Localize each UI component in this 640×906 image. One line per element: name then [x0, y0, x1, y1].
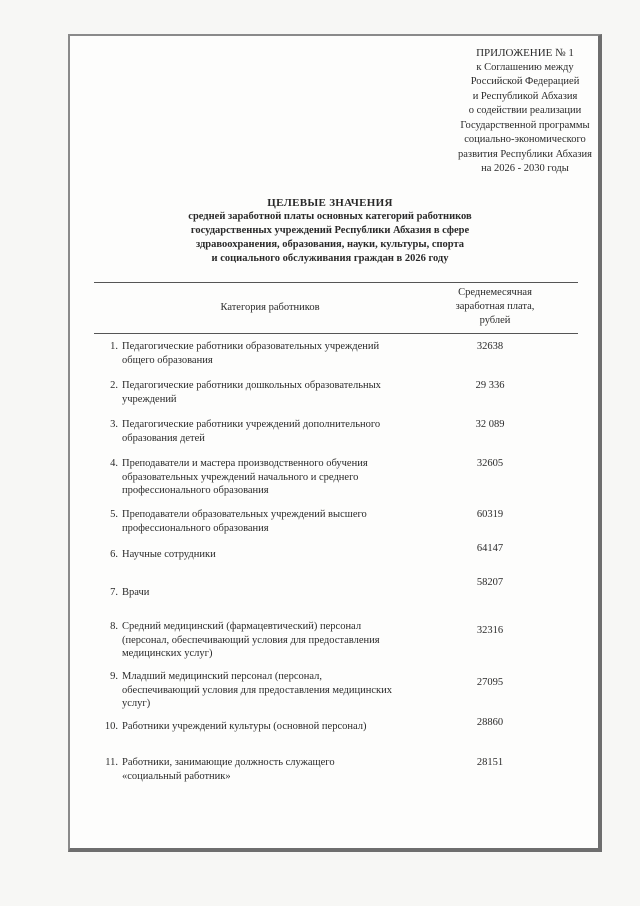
row-salary: 29 336 [475, 380, 505, 391]
row-salary: 28860 [476, 717, 504, 728]
row-salary: 27095 [476, 677, 504, 688]
row-category [122, 756, 432, 783]
row-category [122, 418, 432, 445]
row-category-line: услуг) [122, 698, 151, 709]
row-category [122, 620, 432, 661]
title-line: государственных учреждений Республики Абхазия в сфере [190, 225, 470, 236]
row-number: 5. [110, 509, 118, 520]
row-category-line: медицинских услуг) [122, 648, 213, 659]
row-category-line: обеспечивающий условия для предоставления медицинских [122, 684, 393, 696]
header-salary [430, 286, 560, 328]
row-salary: 32 089 [475, 419, 505, 430]
row-category-line: Работники, занимающие должность служащего [122, 757, 335, 768]
row-category-line: Преподаватели образовательных учреждений высшего [122, 509, 367, 520]
appendix-line: Российской Федерацией [470, 76, 580, 87]
title-line: средней заработной платы основных категорий работников [188, 211, 472, 222]
row-category-line: общего образования [122, 354, 213, 366]
row-category-line: Врачи [122, 587, 150, 598]
row-salary: 32316 [476, 625, 504, 636]
header-salary-line: заработная плата, [455, 301, 535, 312]
row-category-line: Младший медицинский персонал (персонал, [122, 671, 322, 682]
row-category-line: Педагогические работники дошкольных образовательных [122, 380, 381, 391]
row-category-line: профессионального образования [122, 522, 269, 534]
row-category-line: профессионального образования [122, 485, 269, 496]
appendix-line: развития Республики Абхазия [458, 148, 592, 160]
row-salary: 32638 [476, 341, 504, 352]
title-line: здравоохранения, образования, науки, культуры, спорта [195, 239, 465, 250]
appendix-line: и Республикой Абхазия [472, 90, 578, 102]
title-line: и социального обслуживания граждан в 2026 году [211, 253, 449, 264]
row-category [122, 379, 432, 406]
row-number: 11. [105, 757, 118, 768]
row-category [122, 457, 432, 498]
row-category [122, 720, 432, 734]
row-category-line: образования детей [122, 432, 205, 444]
row-number: 9. [110, 671, 118, 682]
row-number: 8. [110, 621, 118, 632]
row-category [122, 670, 432, 711]
appendix-header [450, 46, 600, 177]
row-salary: 58207 [476, 577, 504, 588]
row-number: 3. [110, 419, 118, 430]
row-category [122, 508, 432, 535]
row-salary: 64147 [476, 543, 504, 554]
row-category-line: учреждений [122, 393, 177, 405]
row-number: 1. [110, 341, 118, 352]
row-number: 2. [110, 380, 118, 391]
table-top-rule [94, 282, 578, 283]
title-line: ЦЕЛЕВЫЕ ЗНАЧЕНИЯ [267, 197, 393, 209]
appendix-line: Государственной программы [460, 119, 590, 131]
row-number: 6. [110, 549, 118, 560]
row-category [122, 586, 432, 600]
appendix-line: к Соглашению между [476, 61, 574, 73]
table-header-rule [94, 333, 578, 334]
document-title [130, 196, 530, 266]
appendix-line: о содействии реализации [468, 105, 582, 116]
row-category-line: Работники учреждений культуры (основной персонал) [122, 721, 367, 732]
header-category: Категория работников [220, 302, 320, 313]
row-category-line: Педагогические работники учреждений дополнительного [122, 419, 381, 430]
row-number: 10. [104, 721, 118, 732]
document-page [68, 34, 602, 852]
row-number: 7. [110, 587, 118, 598]
row-category [122, 548, 432, 562]
row-number: 4. [110, 458, 118, 469]
row-category-line: Педагогические работники образовательных учреждений [122, 341, 380, 352]
header-salary-line: рублей [479, 315, 511, 326]
row-category-line: образовательных учреждений начального и среднего [122, 471, 359, 483]
row-category-line: Научные сотрудники [122, 549, 216, 560]
appendix-line: на 2026 - 2030 годы [481, 163, 569, 174]
row-salary: 28151 [476, 757, 504, 768]
row-salary: 32605 [476, 458, 504, 469]
header-salary-line: Среднемесячная [458, 287, 532, 298]
row-category [122, 340, 432, 367]
row-salary: 60319 [476, 509, 504, 520]
row-category-line: Преподаватели и мастера производственного обучения [122, 458, 368, 469]
row-category-line: (персонал, обеспечивающий условия для предоставления [122, 634, 380, 646]
appendix-line: ПРИЛОЖЕНИЕ № 1 [476, 47, 574, 59]
row-category-line: Средний медицинский (фармацевтический) персонал [122, 621, 362, 632]
appendix-line: социально-экономического [464, 134, 586, 145]
row-category-line: «социальный работник» [122, 770, 231, 782]
